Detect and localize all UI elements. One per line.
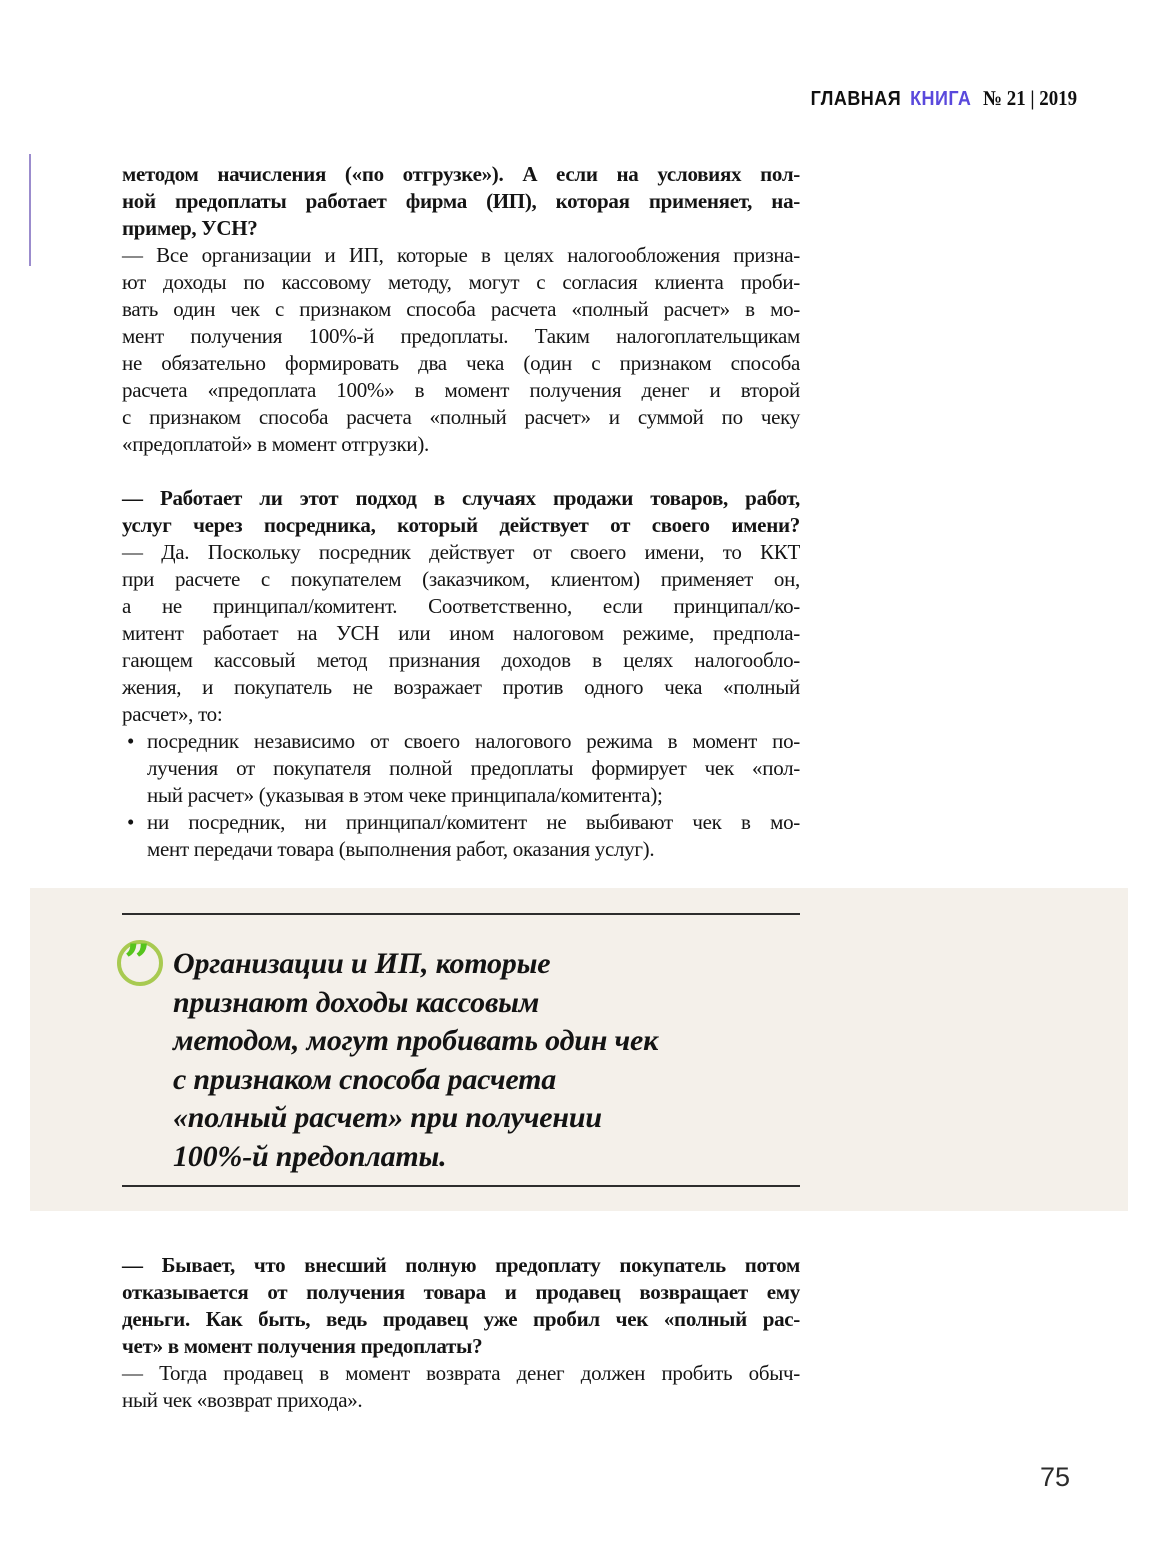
paragraph-question-continued xyxy=(122,161,800,242)
text-line: вать один чек с признаком способа расчета «полный расчет» в мо- xyxy=(122,297,800,321)
quote-line: 100%-й предоплаты. xyxy=(173,1139,447,1173)
text-line: расчета «предоплата 100%» в момент получения денег и второй xyxy=(122,378,800,402)
text-line: ни посредник, ни принципал/комитент не выбивают чек в мо- xyxy=(147,810,800,834)
text-line: митент работает на УСН или ином налоговом режиме, предпола- xyxy=(122,621,800,645)
text-line: посредник независимо от своего налогового режима в момент по- xyxy=(147,729,800,753)
text-line: — Все организации и ИП, которые в целях налогообложения призна- xyxy=(122,243,800,267)
list-item xyxy=(122,809,800,863)
text-line: ной предоплаты работает фирма (ИП), которая применяет, на- xyxy=(122,189,800,213)
quote-top-rule xyxy=(122,913,800,915)
quote-line: признают доходы кассовым xyxy=(173,985,540,1019)
bullet-dot: • xyxy=(127,810,135,834)
text-line: не обязательно формировать два чека (один с признаком способа xyxy=(122,351,800,375)
quote-line: методом, могут пробивать один чек xyxy=(173,1024,659,1057)
quote-icon xyxy=(117,934,163,988)
text-line: — Да. Поскольку посредник действует от своего имени, то ККТ xyxy=(122,540,800,564)
text-line: гающем кассовый метод признания доходов в целях налогообло- xyxy=(122,648,800,672)
paragraph-answer-2 xyxy=(122,539,800,728)
text-line: чет» в момент получения предоплаты? xyxy=(122,1334,483,1358)
text-line: отказывается от получения товара и продавец возвращает ему xyxy=(122,1280,800,1304)
text-line: мент передачи товара (выполнения работ, оказания услуг). xyxy=(147,837,655,861)
text-line: лучения от покупателя полной предоплаты формирует чек «пол- xyxy=(147,756,800,780)
text-line: — Бывает, что внесший полную предоплату покупатель потом xyxy=(122,1253,800,1277)
paragraph-question-2 xyxy=(122,485,800,539)
bullet-dot: • xyxy=(127,729,135,753)
text-line: услуг через посредника, который действует от своего имени? xyxy=(122,513,800,537)
page-header xyxy=(811,86,1077,111)
text-line: «предоплатой» в момент отгрузки). xyxy=(122,432,429,456)
quote-line: с признаком способа расчета xyxy=(173,1062,557,1096)
list-item xyxy=(122,728,800,809)
text-line: ный расчет» (указывая в этом чеке принципала/комитента); xyxy=(147,783,663,807)
question-accent-line xyxy=(29,154,31,266)
brand-name-kniga: КНИГА xyxy=(910,88,972,110)
text-line: жения, и покупатель не возражает против одного чека «полный xyxy=(122,675,800,699)
quote-marks-glyph: ” xyxy=(124,934,151,988)
quote-line: «полный расчет» при получении xyxy=(173,1101,602,1134)
text-line: при расчете с покупателем (заказчиком, клиентом) применяет он, xyxy=(122,567,800,591)
pull-quote-box xyxy=(30,888,1128,1211)
article-body-bottom xyxy=(122,1252,800,1414)
paragraph-question-3 xyxy=(122,1252,800,1360)
quote-bottom-rule xyxy=(122,1185,800,1187)
text-line: методом начисления («по отгрузке»). А если на условиях пол- xyxy=(122,162,800,186)
page-number: 75 xyxy=(1040,1462,1071,1492)
brand-name-glavnaya: ГЛАВНАЯ xyxy=(810,88,902,110)
quote-line: Организации и ИП, которые xyxy=(173,947,551,980)
paragraph-answer-3 xyxy=(122,1360,800,1414)
article-body xyxy=(122,161,800,863)
text-line: мент получения 100%-й предоплаты. Таким налогоплательщикам xyxy=(122,324,800,348)
text-line: ный чек «возврат прихода». xyxy=(122,1388,363,1412)
text-line: с признаком способа расчета «полный расчет» и суммой по чеку xyxy=(122,405,800,429)
pull-quote-text xyxy=(173,945,658,1176)
text-line: — Работает ли этот подход в случаях продажи товаров, работ, xyxy=(122,486,800,510)
text-line: — Тогда продавец в момент возврата денег должен пробить обыч- xyxy=(122,1361,800,1385)
text-line: пример, УСН? xyxy=(122,216,258,240)
issue-number: № 21 | 2019 xyxy=(982,86,1077,110)
text-line: ют доходы по кассовому методу, могут с согласия клиента проби- xyxy=(122,270,800,294)
text-line: а не принципал/комитент. Соответственно, если принципал/ко- xyxy=(122,594,800,618)
text-line: деньги. Как быть, ведь продавец уже пробил чек «полный рас- xyxy=(122,1307,800,1331)
paragraph-answer-1 xyxy=(122,242,800,458)
text-line: расчет», то: xyxy=(122,702,223,726)
